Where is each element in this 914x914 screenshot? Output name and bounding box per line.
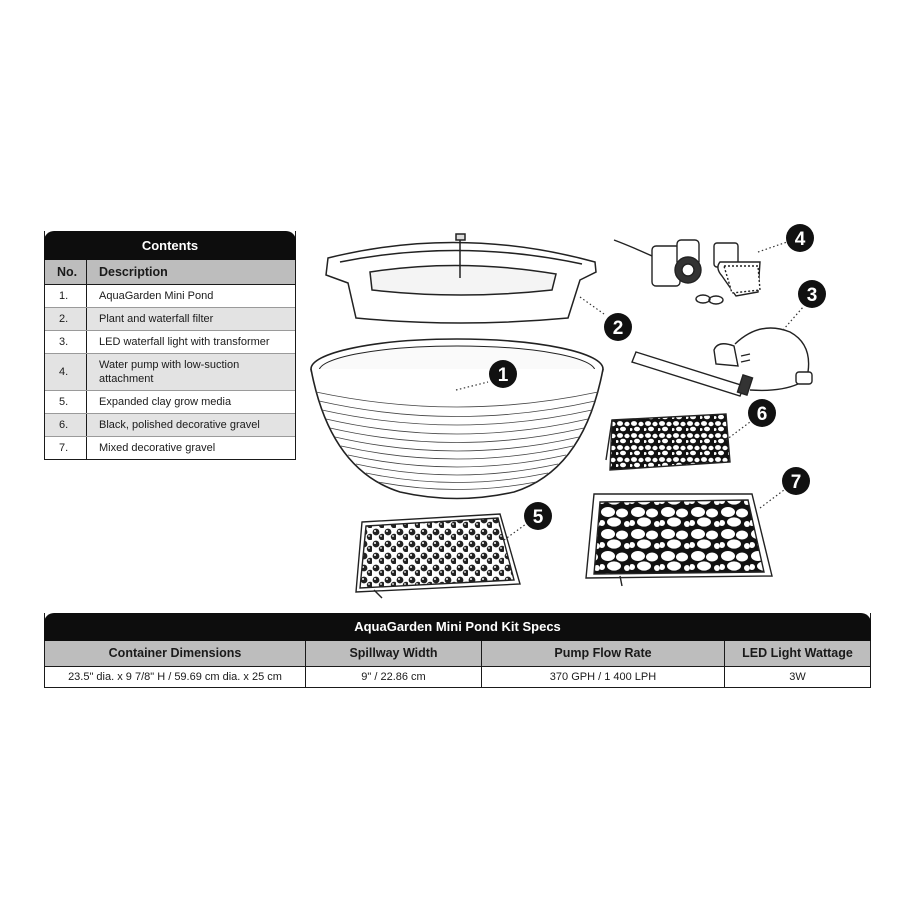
contents-item-no: 3. xyxy=(45,331,87,353)
water-pump-illustration xyxy=(614,240,760,304)
contents-item-no: 7. xyxy=(45,437,87,459)
svg-text:1: 1 xyxy=(497,365,509,386)
black-gravel-bag-illustration xyxy=(606,414,730,470)
callout-badge-7 xyxy=(782,467,810,495)
contents-item-description: AquaGarden Mini Pond xyxy=(99,290,214,302)
contents-row xyxy=(45,414,295,437)
contents-row xyxy=(45,331,295,354)
specs-table xyxy=(44,613,871,688)
filter-tray-illustration xyxy=(326,234,596,323)
contents-item-description: Water pump with low-suction attachment xyxy=(99,359,240,385)
contents-item-description: Black, polished decorative gravel xyxy=(99,419,260,431)
clay-media-bag-illustration xyxy=(356,514,520,598)
contents-row xyxy=(45,391,295,414)
svg-text:4: 4 xyxy=(794,229,806,250)
specs-header-flow-rate: Pump Flow Rate xyxy=(482,641,725,667)
contents-title: Contents xyxy=(44,231,296,260)
specs-value-spillway: 9" / 22.86 cm xyxy=(306,667,482,687)
svg-text:5: 5 xyxy=(532,507,544,528)
contents-header-description: Description xyxy=(99,265,168,279)
contents-item-no: 5. xyxy=(45,391,87,413)
specs-value-flow-rate: 370 GPH / 1 400 LPH xyxy=(482,667,725,687)
callout-badge-2 xyxy=(604,313,632,341)
callout-badge-3 xyxy=(798,280,826,308)
callout-badge-1 xyxy=(489,360,517,388)
contents-row xyxy=(45,437,295,459)
led-light-illustration xyxy=(632,328,812,396)
svg-text:2: 2 xyxy=(612,318,624,339)
svg-text:3: 3 xyxy=(806,285,818,306)
contents-header-row xyxy=(45,260,295,285)
specs-value-wattage: 3W xyxy=(789,671,806,683)
pond-basin-illustration xyxy=(311,339,603,499)
contents-row xyxy=(45,308,295,331)
contents-header-no: No. xyxy=(45,260,87,284)
specs-grid xyxy=(45,641,870,687)
contents-item-description: Plant and waterfall filter xyxy=(99,313,214,325)
callout-badge-5 xyxy=(524,502,552,530)
specs-header-dimensions: Container Dimensions xyxy=(45,641,306,667)
mixed-gravel-bag-illustration xyxy=(586,494,772,586)
svg-text:7: 7 xyxy=(790,472,802,493)
specs-header-spillway: Spillway Width xyxy=(306,641,482,667)
specs-title: AquaGarden Mini Pond Kit Specs xyxy=(44,613,871,641)
contents-item-no: 4. xyxy=(45,354,87,390)
specs-value-dimensions: 23.5" dia. x 9 7/8" H / 59.69 cm dia. x 25 cm xyxy=(45,667,306,687)
specs-header-wattage: LED Light Wattage xyxy=(725,641,870,667)
contents-item-no: 1. xyxy=(45,285,87,307)
contents-item-no: 6. xyxy=(45,414,87,436)
contents-item-description: LED waterfall light with transformer xyxy=(99,336,270,348)
callout-badge-4 xyxy=(786,224,814,252)
callout-badge-6 xyxy=(748,399,776,427)
contents-item-no: 2. xyxy=(45,308,87,330)
contents-item-description: Mixed decorative gravel xyxy=(99,442,216,454)
contents-item-description: Expanded clay grow media xyxy=(99,396,232,408)
svg-text:6: 6 xyxy=(756,404,768,425)
contents-row xyxy=(45,354,295,391)
contents-table xyxy=(44,231,296,460)
contents-row xyxy=(45,285,295,308)
